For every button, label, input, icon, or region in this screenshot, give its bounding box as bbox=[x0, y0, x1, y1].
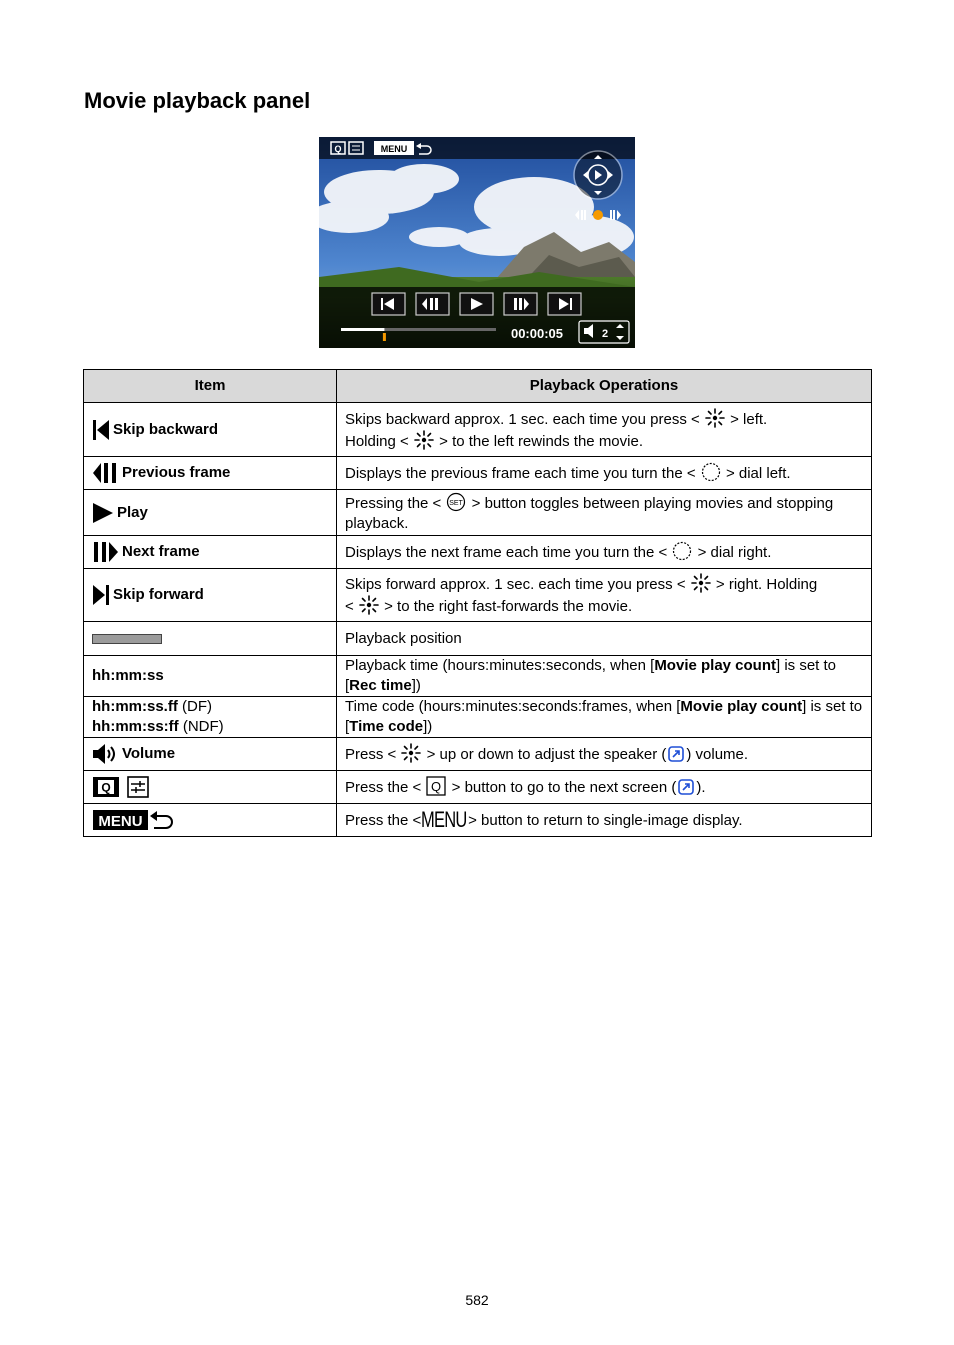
table-row bbox=[84, 403, 872, 457]
playback-operations-table bbox=[83, 369, 872, 837]
screen-transport-buttons bbox=[372, 293, 581, 315]
op-text: > button to go to the next screen ( bbox=[451, 779, 677, 796]
item-label-suffix: (NDF) bbox=[178, 718, 224, 735]
op-text: Pressing the < bbox=[345, 494, 442, 512]
op-text: ]) bbox=[423, 718, 433, 735]
quick-control-icon bbox=[92, 776, 120, 798]
screen-progress-fill bbox=[341, 328, 384, 331]
op-text: > button to return to single-image display. bbox=[468, 811, 743, 829]
op-text: ) volume. bbox=[686, 746, 749, 763]
item-label-suffix: (DF) bbox=[177, 698, 212, 715]
op-text: Playback position bbox=[345, 629, 462, 647]
settings-adjust-icon bbox=[127, 776, 149, 798]
cross-reference-link-icon[interactable] bbox=[677, 778, 695, 796]
page-title: Movie playback panel bbox=[84, 88, 311, 113]
table-row bbox=[84, 771, 872, 804]
multi-controller-icon bbox=[414, 430, 434, 450]
menu-setting-name: Movie play count bbox=[680, 698, 803, 715]
multi-controller-icon bbox=[401, 743, 421, 763]
svg-text:Q: Q bbox=[101, 780, 111, 795]
op-text: > button toggles between playing movies and stopping playback. bbox=[345, 494, 834, 532]
menu-icon-text: MENU bbox=[98, 813, 143, 830]
item-label: Next frame bbox=[122, 543, 200, 560]
item-label: Play bbox=[117, 503, 148, 521]
op-text: Displays the next frame each time you turn the < bbox=[345, 544, 668, 561]
multi-controller-icon bbox=[574, 151, 622, 199]
op-text: ]) bbox=[411, 677, 421, 694]
table-row bbox=[84, 536, 872, 569]
multi-controller-icon bbox=[359, 595, 379, 615]
table-row bbox=[84, 622, 872, 656]
next-frame-icon bbox=[92, 541, 119, 563]
op-text: Press the < bbox=[345, 779, 422, 796]
table-row bbox=[84, 490, 872, 536]
page-number: 582 bbox=[465, 1292, 489, 1308]
table-row bbox=[84, 804, 872, 837]
op-text: Displays the previous frame each time you turn the < bbox=[345, 465, 696, 482]
speaker-icon bbox=[92, 743, 119, 765]
q-button-icon bbox=[426, 776, 446, 796]
item-label: Previous frame bbox=[122, 464, 231, 481]
op-text: Holding < bbox=[345, 432, 409, 450]
header-item: Item bbox=[84, 370, 337, 403]
op-text: ). bbox=[696, 779, 706, 796]
op-text: ] is set to [ bbox=[345, 698, 863, 735]
op-text: < bbox=[345, 598, 354, 615]
main-dial-icon bbox=[701, 462, 721, 482]
screen-volume-level: 2 bbox=[601, 328, 609, 340]
set-button-icon bbox=[446, 492, 466, 512]
op-text: Press < bbox=[345, 746, 397, 763]
main-dial-icon bbox=[672, 541, 692, 561]
op-text: ] is set to [ bbox=[345, 657, 837, 694]
movie-playback-screenshot bbox=[319, 137, 635, 348]
previous-frame-icon bbox=[92, 462, 119, 484]
cross-reference-link-icon[interactable] bbox=[667, 745, 685, 763]
multi-controller-icon bbox=[691, 573, 711, 593]
svg-text:Q: Q bbox=[431, 779, 442, 794]
header-playback-operations: Playback Operations bbox=[337, 370, 872, 403]
screen-progress-marker bbox=[383, 333, 386, 341]
op-text: > dial right. bbox=[697, 544, 772, 561]
item-label: hh:mm:ss bbox=[92, 667, 164, 684]
item-label: Skip backward bbox=[113, 420, 219, 438]
menu-setting-name: Movie play count bbox=[654, 657, 776, 674]
screen-timecode: 00:00:05 bbox=[510, 326, 564, 341]
table-row bbox=[84, 738, 872, 771]
menu-button-key: MENU bbox=[421, 806, 467, 832]
table-row bbox=[84, 457, 872, 490]
op-text: > right. Holding bbox=[715, 576, 818, 593]
menu-return-icon bbox=[92, 808, 176, 832]
op-text: > dial left. bbox=[725, 465, 791, 482]
op-text: > up or down to adjust the speaker ( bbox=[426, 746, 667, 763]
table-row bbox=[84, 569, 872, 622]
op-text: > to the left rewinds the movie. bbox=[439, 432, 643, 450]
svg-text:SET: SET bbox=[449, 499, 464, 507]
op-text: Time code (hours:minutes:seconds:frames, when [ bbox=[345, 698, 681, 715]
playback-position-bar-icon bbox=[92, 634, 162, 644]
item-label: Volume bbox=[122, 745, 176, 762]
skip-forward-icon bbox=[92, 584, 110, 606]
op-text: > to the right fast-forwards the movie. bbox=[384, 598, 633, 615]
item-label: Skip forward bbox=[113, 586, 204, 603]
item-label: hh:mm:ss.ff bbox=[92, 698, 178, 715]
screen-menu-label: MENU bbox=[380, 144, 408, 154]
play-icon bbox=[92, 502, 114, 524]
op-text: Skips forward approx. 1 sec. each time you press < bbox=[345, 576, 686, 593]
op-text: Press the < bbox=[345, 811, 422, 829]
menu-setting-value: Rec time bbox=[349, 677, 412, 694]
op-text: Playback time (hours:minutes:seconds, when [ bbox=[345, 657, 655, 674]
table-row bbox=[84, 697, 872, 738]
multi-controller-icon bbox=[705, 408, 725, 428]
table-row bbox=[84, 656, 872, 697]
op-text: Skips backward approx. 1 sec. each time you press < bbox=[345, 410, 700, 428]
svg-text:Q: Q bbox=[334, 144, 342, 154]
item-label: hh:mm:ss:ff bbox=[92, 718, 179, 735]
menu-setting-value: Time code bbox=[349, 718, 424, 735]
op-text: > left. bbox=[730, 410, 768, 428]
skip-backward-icon bbox=[92, 419, 110, 441]
